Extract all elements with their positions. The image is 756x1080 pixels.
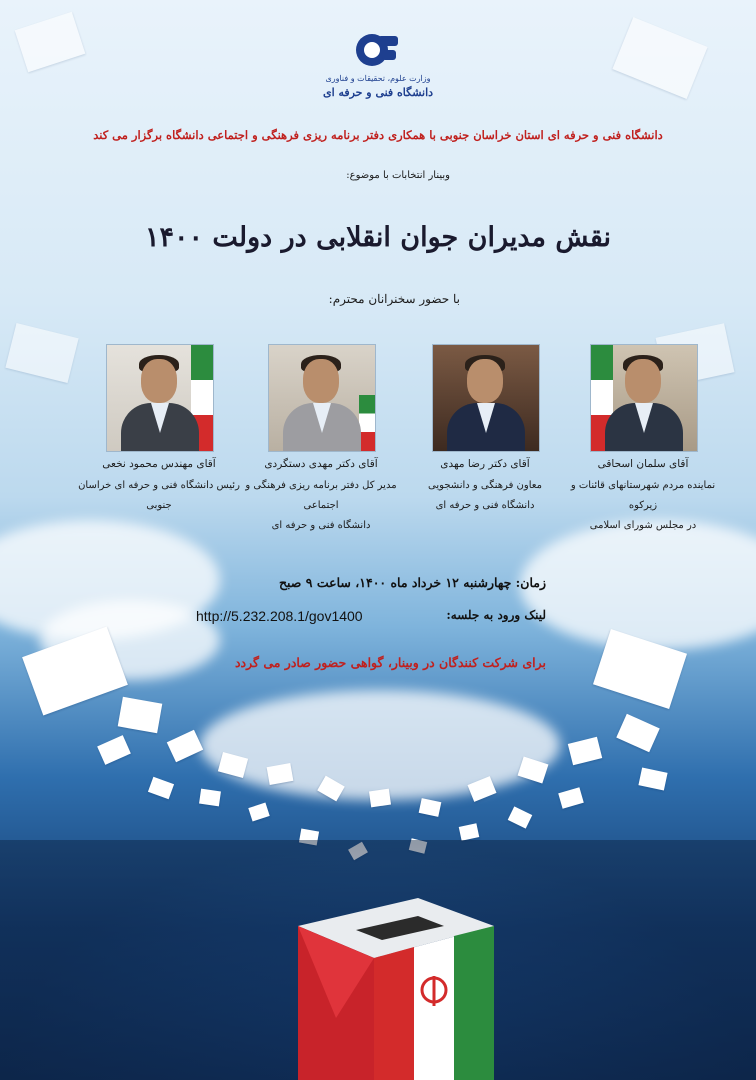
subject-intro: وبینار انتخابات با موضوع: — [346, 170, 450, 181]
ministry-name: وزارت علوم، تحقیقات و فناوری — [325, 74, 431, 83]
meeting-link-url[interactable]: http://5.232.208.1/gov1400 — [196, 608, 363, 624]
speaker-role-2: معاون فرهنگی و دانشجویی دانشگاه فنی و حرفه ای — [428, 480, 542, 511]
speakers-intro: با حضور سخنرانان محترم: — [328, 292, 460, 306]
university-name: دانشگاه فنی و حرفه ای — [322, 86, 434, 99]
speaker-role-4: رئیس دانشگاه فنی و حرفه ای خراسان جنوبی — [78, 480, 240, 511]
organizer-line: دانشگاه فنی و حرفه ای استان خراسان جنوبی با همکاری دفتر برنامه ریزی فرهنگی و اجتماعی دانشگاه برگزار می کند — [93, 128, 663, 142]
university-logo-icon — [352, 30, 404, 70]
meeting-link-label: لینک ورود به جلسه: — [446, 608, 546, 622]
certificate-note: برای شرکت کنندگان در وبینار، گواهی حضور صادر می گردد — [234, 655, 546, 670]
speaker-name-3: آقای دکتر مهدی دستگردی — [264, 458, 378, 470]
meeting-link-row — [180, 606, 546, 628]
speaker-photo-4 — [106, 344, 214, 452]
ballot-box-icon — [268, 878, 508, 1080]
speaker-photo-1 — [590, 344, 698, 452]
speaker-role-1: نماینده مردم شهرستانهای قائنات و زیرکوه در مجلس شورای اسلامی — [570, 480, 716, 531]
speaker-photo-2 — [432, 344, 540, 452]
webinar-title: نقش مدیران جوان انقلابی در دولت ۱۴۰۰ — [144, 222, 612, 253]
event-time: زمان: چهارشنبه ۱۲ خرداد ماه ۱۴۰۰، ساعت ۹ صبح — [278, 575, 546, 590]
speaker-photo-3 — [268, 344, 376, 452]
speaker-name-4: آقای مهندس محمود نخعی — [102, 458, 216, 470]
speaker-name-2: آقای دکتر رضا مهدی — [440, 458, 530, 470]
speaker-role-3: مدیر کل دفتر برنامه ریزی فرهنگی و اجتماعی دانشگاه فنی و حرفه ای — [245, 480, 397, 531]
speaker-name-1: آقای سلمان اسحاقی — [597, 458, 689, 470]
